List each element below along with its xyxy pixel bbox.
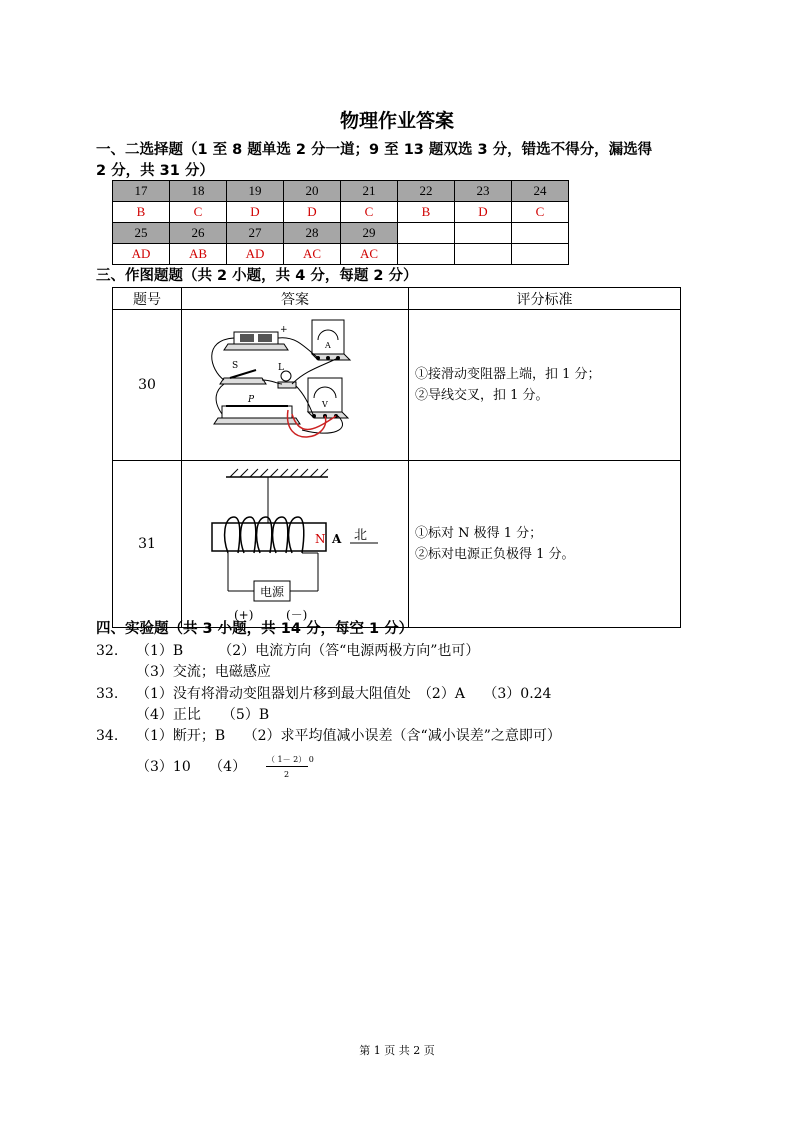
answer-row-cell <box>398 244 455 265</box>
page-footer: 第 1 页 共 2 页 <box>359 1044 435 1057</box>
question-number-row-cell <box>398 223 455 244</box>
question-number-row <box>113 181 569 202</box>
answer-row-cell <box>455 244 512 265</box>
fraction-bar <box>266 766 308 767</box>
question-31-criteria: ①标对 N 极得 1 分； ②标对电源正负极得 1 分。 <box>409 461 681 628</box>
lamp-label: L <box>278 363 284 373</box>
answer-row <box>113 244 569 265</box>
question-number-row-cell <box>455 223 512 244</box>
negative-pole-label: (－) <box>286 608 308 622</box>
question-31-number: 31 <box>113 461 182 628</box>
item-34-number: 34. <box>96 728 119 744</box>
n-pole-label: N <box>315 532 326 546</box>
item-33-number: 33. <box>96 686 119 702</box>
positive-pole-label: (+) <box>234 608 254 622</box>
question-number-row-cell: 27 <box>227 223 284 244</box>
question-30-answer <box>182 310 409 461</box>
header-number: 题号 <box>113 288 182 310</box>
item-34-line1: （1）断开；B （2）求平均值减小误差（含“减小误差”之意即可） <box>136 728 561 744</box>
item-32-line2: （3）交流；电磁感应 <box>136 664 271 680</box>
question-number-row-cell: 29 <box>341 223 398 244</box>
answer-row-cell: C <box>341 202 398 223</box>
battery-plus-label: + <box>280 325 288 335</box>
section1-heading: 一、二选择题（1 至 8 题单选 2 分一道；9 至 13 题双选 3 分，错选不得分，漏选得 2 分，共 31 分） <box>96 142 653 179</box>
question-30-number: 30 <box>113 310 182 461</box>
fraction-numerator: （ 1－ 2） 0 <box>267 755 314 764</box>
page-title: 物理作业答案 <box>339 110 454 132</box>
header-criteria: 评分标准 <box>409 288 681 310</box>
question-number-row-cell: 25 <box>113 223 170 244</box>
answer-row-cell: AD <box>113 244 170 265</box>
section4-heading: 四、实验题（共 3 小题，共 14 分，每空 1 分） <box>96 621 414 637</box>
answer-row-cell: B <box>398 202 455 223</box>
question-31-answer <box>182 461 409 628</box>
answer-row-cell: AB <box>170 244 227 265</box>
question-number-row-cell: 19 <box>227 181 284 202</box>
question-number-row-cell: 22 <box>398 181 455 202</box>
item-33-line2: （4）正比 （5）B <box>136 707 270 723</box>
question-number-row-cell: 17 <box>113 181 170 202</box>
answer-row <box>113 202 569 223</box>
answer-row-cell: D <box>227 202 284 223</box>
question-number-row-cell: 28 <box>284 223 341 244</box>
question-number-row-cell: 20 <box>284 181 341 202</box>
item-32-line1: （1）B （2）电流方向（答“电源两极方向”也可） <box>136 643 480 659</box>
question-30-criteria: ①接滑动变阻器上端，扣 1 分； ②导线交叉，扣 1 分。 <box>409 310 681 461</box>
circuit-diagram <box>182 310 408 456</box>
answer-row-cell: B <box>113 202 170 223</box>
question-number-row-cell: 26 <box>170 223 227 244</box>
header-answer: 答案 <box>182 288 409 310</box>
answer-row-cell: C <box>170 202 227 223</box>
item-32-number: 32. <box>96 643 119 659</box>
question-number-row-cell: 24 <box>512 181 569 202</box>
section3-heading: 三、作图题题（共 2 小题，共 4 分，每题 2 分） <box>96 268 418 284</box>
answer-row-cell: AC <box>284 244 341 265</box>
question-number-row-cell: 18 <box>170 181 227 202</box>
item-34-line2: （3）10 （4） <box>136 759 247 775</box>
answer-row-cell: AC <box>341 244 398 265</box>
drawing-answer-table <box>112 287 681 628</box>
north-label: 北 <box>354 528 368 543</box>
item-33-line1: （1）没有将滑动变阻器划片移到最大阻值处 （2）A （3）0.24 <box>136 686 552 702</box>
power-source-label: 电源 <box>259 585 285 599</box>
switch-label: S <box>232 361 239 371</box>
voltmeter-label: V <box>322 400 328 409</box>
slider-label: P <box>248 395 255 405</box>
ammeter-label: A <box>325 341 331 350</box>
point-a-label: A <box>332 532 342 546</box>
electromagnet-diagram <box>182 461 408 623</box>
question-number-row-cell <box>512 223 569 244</box>
answer-row-cell: D <box>455 202 512 223</box>
fraction-denominator: 2 <box>284 770 290 779</box>
answer-row-cell: C <box>512 202 569 223</box>
question-number-row-cell: 23 <box>455 181 512 202</box>
question-number-row-cell: 21 <box>341 181 398 202</box>
answer-row-cell: AD <box>227 244 284 265</box>
answer-row-cell <box>512 244 569 265</box>
choice-answer-table <box>112 180 569 265</box>
question-number-row <box>113 223 569 244</box>
answer-row-cell: D <box>284 202 341 223</box>
